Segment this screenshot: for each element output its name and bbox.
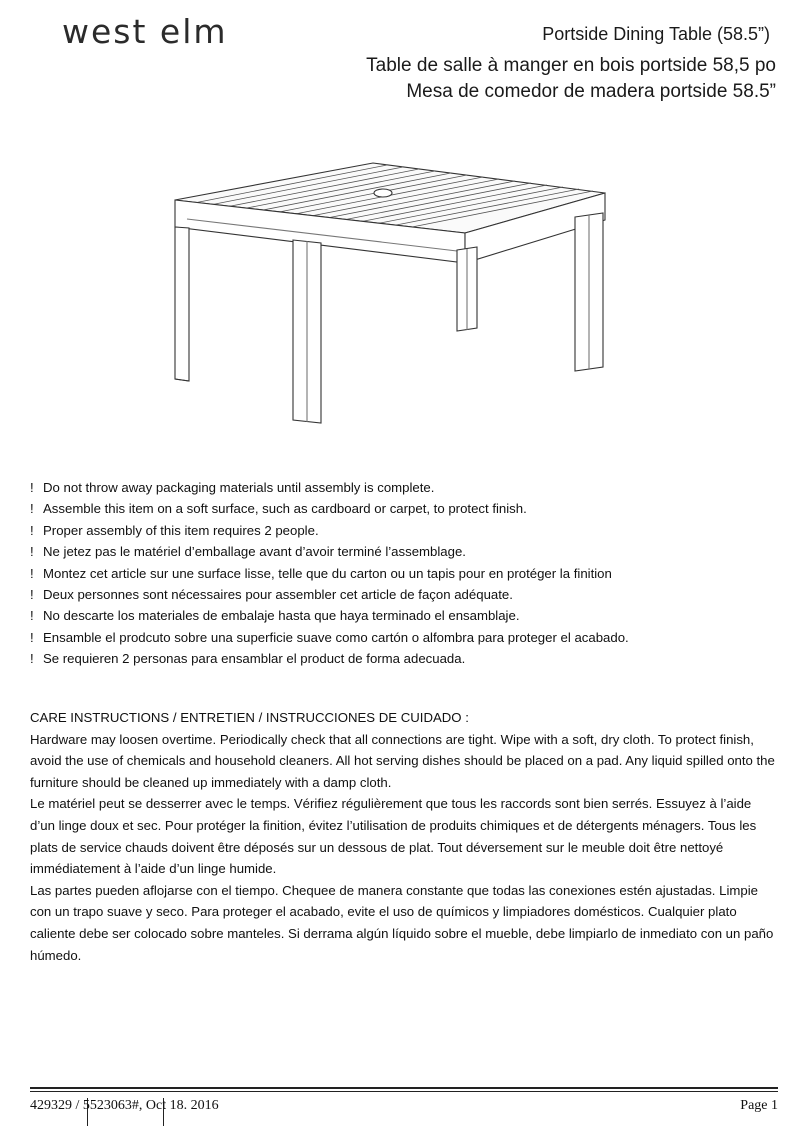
warning-item: ! Se requieren 2 personas para ensamblar el product de forma adecuada.	[30, 648, 790, 669]
care-text-english: Hardware may loosen overtime. Periodically check that all connections are tight. Wipe with a soft, dry cloth. To protect finish, avoid the use of chemicals and household cleaners. All hot serving dishes should be placed on a pad. Any liquid spilled onto the furniture should be cleaned up immediately with a damp cloth.	[30, 731, 775, 790]
footer-rule-thin	[30, 1091, 778, 1092]
warning-marker: !	[30, 608, 34, 624]
warning-marker: !	[30, 501, 34, 517]
warning-item: ! No descarte los materiales de embalaje hasta que haya terminado el ensamblaje.	[30, 605, 790, 626]
care-text-french: Le matériel peut se desserrer avec le temps. Vérifiez régulièrement que tous les raccords sont bien serrés. Essuyez à l’aide d’un linge doux et sec. Pour protéger la finition, évitez l’utilisation de produits chimiques et de détergents ménagers. Tous les plats de service chauds doivent être déposés sur un dessous de plat. Tout déversement sur le meuble doit être nettoyé immédiatement à l’aide d’un linge humide.	[30, 796, 757, 877]
warning-marker: !	[30, 565, 34, 581]
warning-item: ! Montez cet article sur une surface lisse, telle que du carton ou un tapis pour en protéger la finition	[30, 563, 790, 584]
warning-item: ! Ensamble el prodcuto sobre una superficie suave como cartón o alfombra para proteger el acabado.	[30, 627, 790, 648]
care-instructions	[30, 707, 775, 966]
dining-table-illustration	[165, 145, 615, 435]
footer-document-code: 429329 / 5523063#, Oct 18. 2016	[30, 1098, 219, 1113]
title-spanish: Mesa de comedor de madera portside 58.5”	[406, 81, 776, 102]
care-text-spanish: Las partes pueden aflojarse con el tiempo. Chequee de manera constante que todas las conexiones estén ajustadas. Limpie con un trapo suave y seco. Para proteger el acabado, evite el uso de químicos y limpiadores domésticos. Cualquier plato caliente debe ser colocado sobre manteles. Si derrama algún líquido sobre el mueble, debe limpiarlo de inmediato con un paño húmedo.	[30, 882, 774, 963]
footer-page-number: Page 1	[740, 1098, 778, 1113]
warning-item: ! Deux personnes sont nécessaires pour assembler cet article de façon adéquate.	[30, 584, 790, 605]
warning-marker: !	[30, 629, 34, 645]
warning-list	[30, 477, 790, 670]
warning-item: ! Assemble this item on a soft surface, such as cardboard or carpet, to protect finish.	[30, 498, 790, 519]
brand-logo: west elm	[62, 12, 228, 51]
warning-marker: !	[30, 480, 34, 495]
warning-marker: !	[30, 651, 34, 667]
warning-item: ! Do not throw away packaging materials until assembly is complete.	[30, 477, 790, 498]
title-english: Portside Dining Table (58.5”)	[542, 24, 770, 44]
title-french: Table de salle à manger en bois portside 58,5 po	[366, 55, 776, 76]
warning-marker: !	[30, 587, 34, 603]
warning-item: ! Ne jetez pas le matériel d’emballage avant d’avoir terminé l’assemblage.	[30, 541, 790, 562]
footer-rule-thick	[30, 1087, 778, 1089]
warning-marker: !	[30, 544, 34, 560]
warning-item: ! Proper assembly of this item requires 2 people.	[30, 520, 790, 541]
warning-marker: !	[30, 522, 34, 538]
care-heading: CARE INSTRUCTIONS / ENTRETIEN / INSTRUCCIONES DE CUIDADO :	[30, 710, 469, 725]
